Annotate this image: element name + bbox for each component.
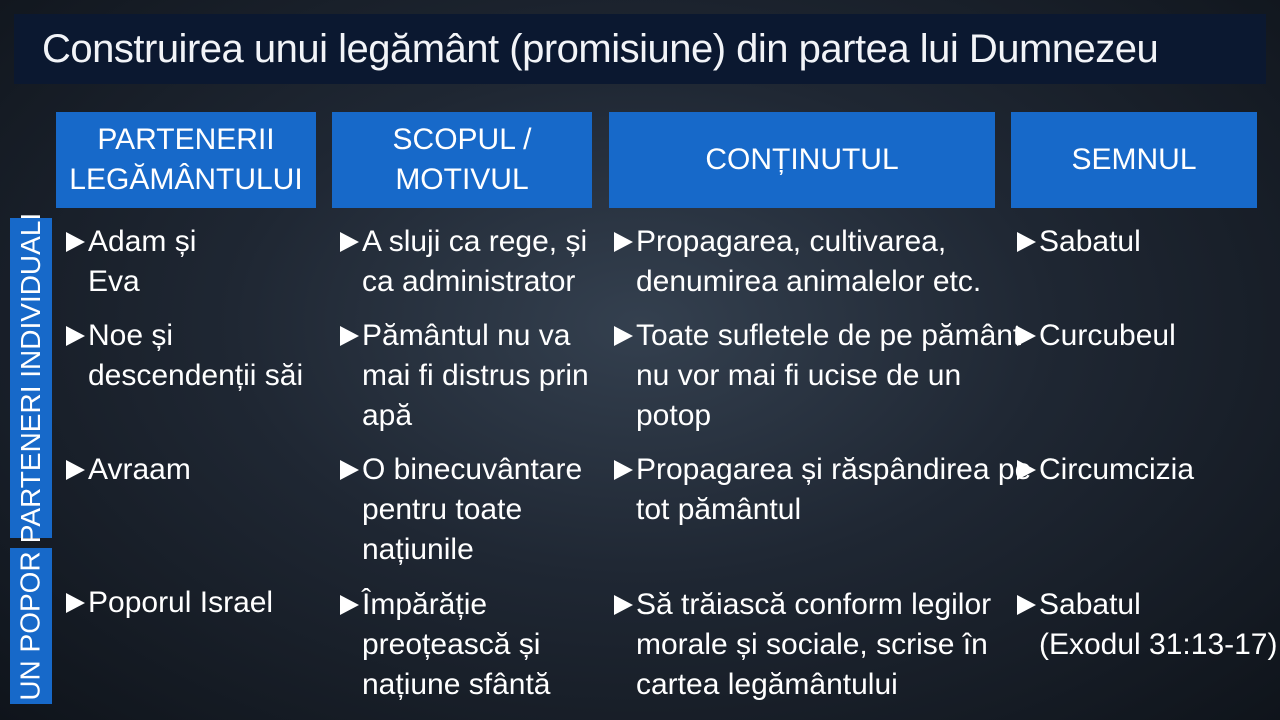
cell-sign-row-3 [1017,450,1194,490]
bullet-arrow-icon [66,232,85,252]
cell-text: Pământul nu va mai fi distrus prin apă [362,319,589,432]
cell-text: A sluji ca rege, și ca administrator [362,225,588,298]
bullet-arrow-icon [340,460,359,480]
cell-text: Noe și descendenții săi [88,319,304,392]
bullet-arrow-icon [66,593,85,613]
bullet-arrow-icon [614,595,633,615]
cell-content-row-4 [614,585,991,705]
cell-purpose-row-4 [340,585,550,705]
side-label-one-people [10,548,52,704]
cell-text: Circumcizia [1039,453,1195,486]
cell-text: Avraam [88,453,191,486]
side-label-individual-partners [10,212,52,544]
bullet-arrow-icon [1017,326,1036,346]
cell-text: O binecuvântare pentru toate națiunile [362,453,583,566]
cell-text: Adam și Eva [88,225,197,298]
cell-content-row-1 [614,222,981,302]
title-bar [14,14,1266,84]
cell-text: Toate sufletele de pe pământ nu vor mai fi ucise de un potop [636,319,1022,432]
side-label-one-people-text: UN POPOR [15,551,47,701]
header-content-label: CONȚINUTUL [705,143,899,176]
cell-partners-row-1 [66,222,196,302]
bullet-arrow-icon [614,232,633,252]
cell-content-row-2 [614,316,1021,436]
bullet-arrow-icon [614,326,633,346]
bullet-arrow-icon [1017,232,1036,252]
cell-partners-row-2 [66,316,303,396]
side-label-individual-partners-text: PARTENERI INDIVIDUALI [15,212,46,544]
header-purpose [332,112,592,208]
cell-text: Propagarea, cultivarea, denumirea animalelor etc. [636,225,982,298]
cell-purpose-row-1 [340,222,587,302]
cell-sign-row-1 [1017,222,1141,262]
cell-sign-row-2 [1017,316,1176,356]
bullet-arrow-icon [340,326,359,346]
bullet-arrow-icon [66,326,85,346]
header-sign [1011,112,1257,208]
bullet-arrow-icon [1017,595,1036,615]
header-content [609,112,995,208]
cell-partners-row-3 [66,450,191,490]
cell-content-row-3 [614,450,1031,530]
cell-text: Curcubeul [1039,319,1176,352]
bullet-arrow-icon [340,595,359,615]
page-title: Construirea unui legământ (promisiune) din partea lui Dumnezeu [42,26,1159,71]
bullet-arrow-icon [1017,460,1036,480]
cell-text: Propagarea și răspândirea pe tot pământul [636,453,1032,526]
cell-purpose-row-2 [340,316,589,436]
cell-text: Împărăție preoțească și națiune sfântă [362,588,551,701]
bullet-arrow-icon [340,232,359,252]
cell-text: Poporul Israel [88,586,274,619]
cell-text: Să trăiască conform legilor morale și sociale, scrise în cartea legământului [636,588,992,701]
cell-text: Sabatul (Exodul 31:13-17) [1039,588,1278,661]
cell-partners-row-4 [66,583,273,623]
header-sign-label: SEMNUL [1071,143,1197,176]
bullet-arrow-icon [66,460,85,480]
header-partners [56,112,316,208]
header-partners-label: PARTENERII LEGĂMÂNTULUI [69,123,303,196]
cell-purpose-row-3 [340,450,582,570]
cell-sign-row-4 [1017,585,1277,665]
header-purpose-label: SCOPUL / MOTIVUL [392,123,532,196]
bullet-arrow-icon [614,460,633,480]
cell-text: Sabatul [1039,225,1141,258]
